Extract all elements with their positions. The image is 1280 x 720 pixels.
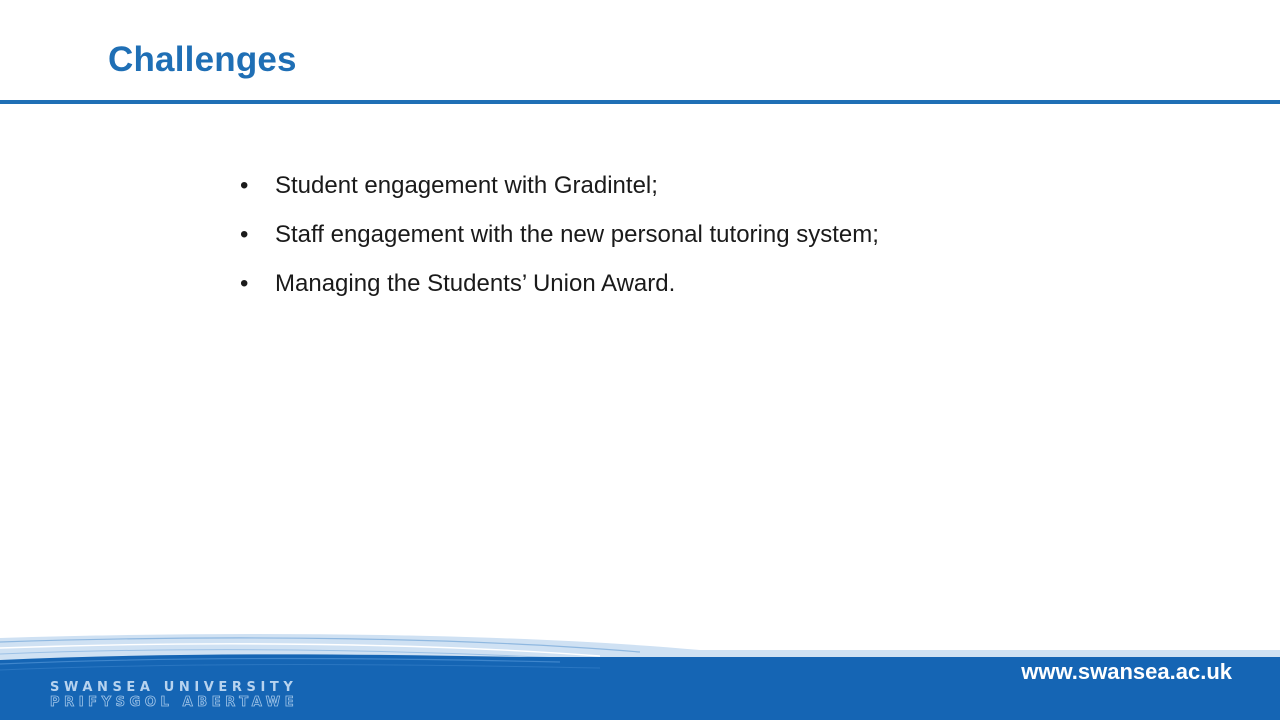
logo-text-english: SWANSEA UNIVERSITY — [50, 680, 298, 695]
bullet-glyph: • — [240, 270, 249, 297]
bullet-glyph: • — [240, 221, 249, 248]
bullet-list — [240, 168, 879, 315]
list-item — [240, 217, 879, 266]
bullet-glyph: • — [240, 172, 249, 199]
slide-title: Challenges — [108, 40, 297, 79]
bullet-text: Staff engagement with the new personal tutoring system; — [275, 221, 879, 248]
list-item — [240, 266, 879, 315]
list-item — [240, 168, 879, 217]
university-logo — [50, 680, 370, 714]
bullet-text: Student engagement with Gradintel; — [275, 172, 658, 199]
logo-text-welsh: PRIFYSGOL ABERTAWE — [50, 695, 299, 710]
website-url: www.swansea.ac.uk — [1021, 659, 1232, 684]
bullet-text: Managing the Students’ Union Award. — [275, 270, 676, 297]
title-divider — [0, 100, 1280, 104]
